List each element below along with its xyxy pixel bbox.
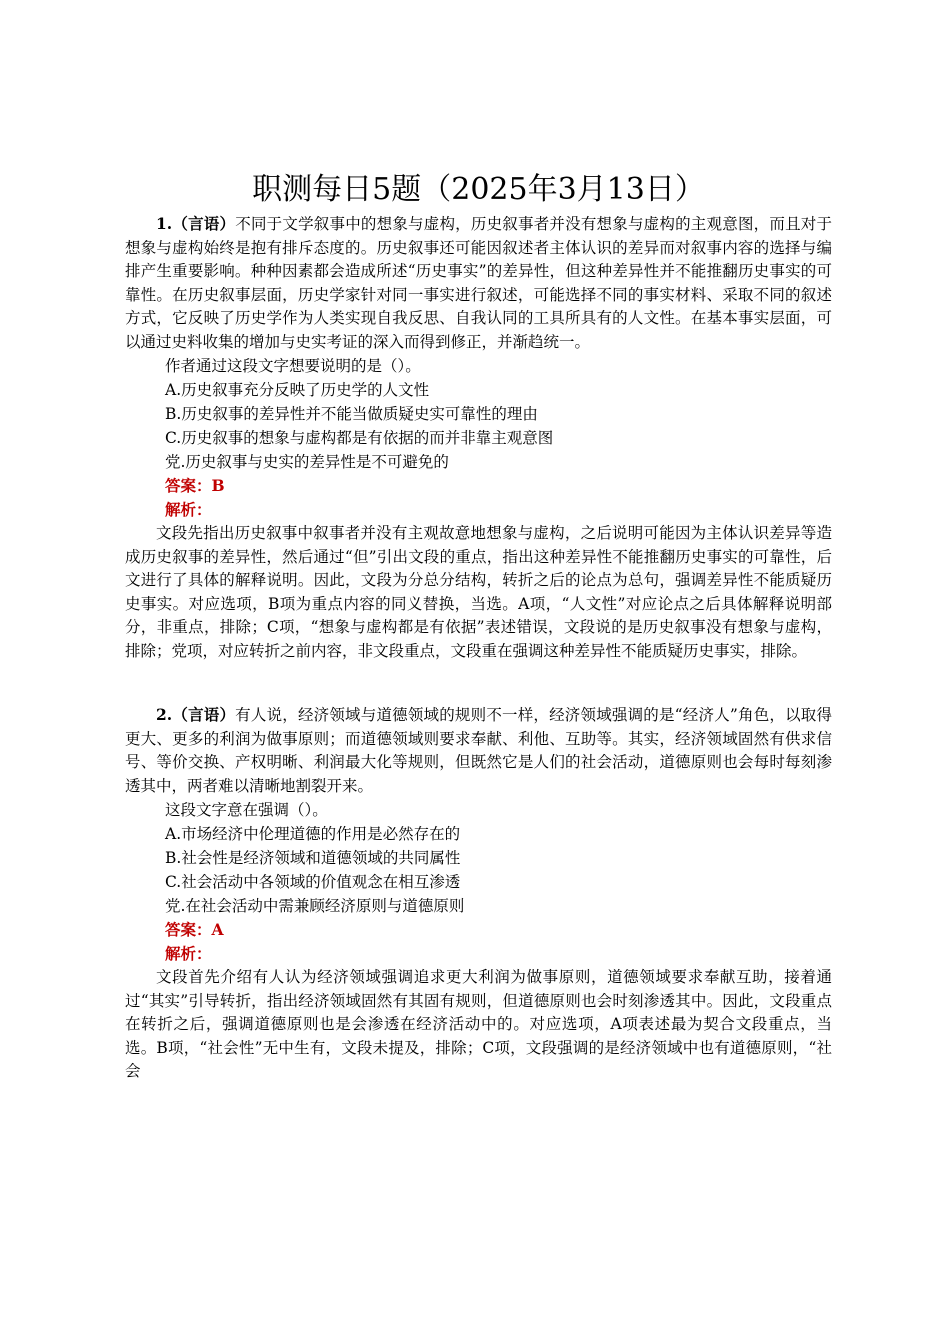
- page-title: 职测每日5题（2025年3月13日）: [252, 172, 705, 207]
- option-a: A.市场经济中伦理道德的作用是必然存在的: [165, 825, 461, 843]
- question-1: [125, 212, 832, 663]
- question-prompt: 作者通过这段文字想要说明的是（）。: [165, 357, 421, 375]
- question-text: 有人说，经济领域与道德领域的规则不一样，经济领域强调的是“经济人”角色，以取得更大、更多的利润为做事原则；而道德领域则要求奉献、利他、互助等。其实，经济领域固然有供求信号、等价交换、产权明晰、利润最大化等规则，但既然它是人们的社会活动，道德原则也会每时每刻渗透其中，两者难以清晰地割裂开来。: [125, 706, 832, 795]
- question-2: [125, 703, 832, 1084]
- answer: 答案：B: [165, 476, 225, 495]
- analysis-text: 文段先指出历史叙事中叙事者并没有主观故意地想象与虚构，之后说明可能因为主体认识差异等造成历史叙事的差异性，然后通过“但”引出文段的重点，指出这种差异性不能推翻历史事实的可靠性，后文进行了具体的解释说明。因此，文段为分总分结构，转折之后的论点为总句，强调差异性不能质疑历史事实。对应选项，B项为重点内容的同义替换，当选。A项，“人文性”对应论点之后具体解释说明部分，非重点，排除；C项，“想象与虚构都是有依据”表述错误，文段说的是历史叙事没有想象与虚构，排除；党项，对应转折之前内容，非文段重点，文段重在强调这种差异性不能质疑历史事实，排除。: [125, 524, 832, 660]
- answer: 答案：A: [165, 920, 224, 939]
- spacer: [125, 663, 832, 703]
- analysis-text: 文段首先介绍有人认为经济领域强调追求更大利润为做事原则，道德领域要求奉献互助，接着通过“其实”引导转折，指出经济领域固然有其固有规则，但道德原则也会时刻渗透其中。因此，文段重点在转折之后，强调道德原则也是会渗透在经济活动中的。对应选项，A项表述最为契合文段重点，当选。B项，“社会性”无中生有，文段未提及，排除；C项，文段强调的是经济领域中也有道德原则，“社会: [125, 968, 832, 1080]
- question-stem: [125, 703, 832, 798]
- question-prompt: 这段文字意在强调（）。: [165, 801, 328, 819]
- option-b: B.社会性是经济领域和道德领域的共同属性: [165, 849, 461, 867]
- question-number: 1.（言语）: [156, 214, 236, 233]
- option-d: 党.历史叙事与史实的差异性是不可避免的: [165, 453, 449, 471]
- analysis-label: 解析：: [165, 944, 212, 963]
- question-stem: [125, 212, 832, 354]
- document-page: [125, 170, 832, 1084]
- option-b: B.历史叙事的差异性并不能当做质疑史实可靠性的理由: [165, 405, 538, 423]
- option-c: C.社会活动中各领域的价值观念在相互渗透: [165, 873, 461, 891]
- option-c: C.历史叙事的想象与虚构都是有依据的而并非靠主观意图: [165, 429, 554, 447]
- option-d: 党.在社会活动中需兼顾经济原则与道德原则: [165, 897, 465, 915]
- analysis-label: 解析：: [165, 500, 212, 519]
- option-a: A.历史叙事充分反映了历史学的人文性: [165, 381, 430, 399]
- question-number: 2.（言语）: [156, 705, 236, 724]
- question-text: 不同于文学叙事中的想象与虚构，历史叙事者并没有想象与虚构的主观意图，而且对于想象与虚构始终是抱有排斥态度的。历史叙事还可能因叙述者主体认识的差异而对叙事内容的选择与编排产生重要影响。种种因素都会造成所述“历史事实”的差异性，但这种差异性并不能推翻历史事实的可靠性。在历史叙事层面，历史学家针对同一事实进行叙述，可能选择不同的事实材料、采取不同的叙述方式，它反映了历史学作为人类实现自我反思、自我认同的工具所具有的人文性。在基本事实层面，可以通过史料收集的增加与史实考证的深入而得到修正，并渐趋统一。: [125, 215, 832, 351]
